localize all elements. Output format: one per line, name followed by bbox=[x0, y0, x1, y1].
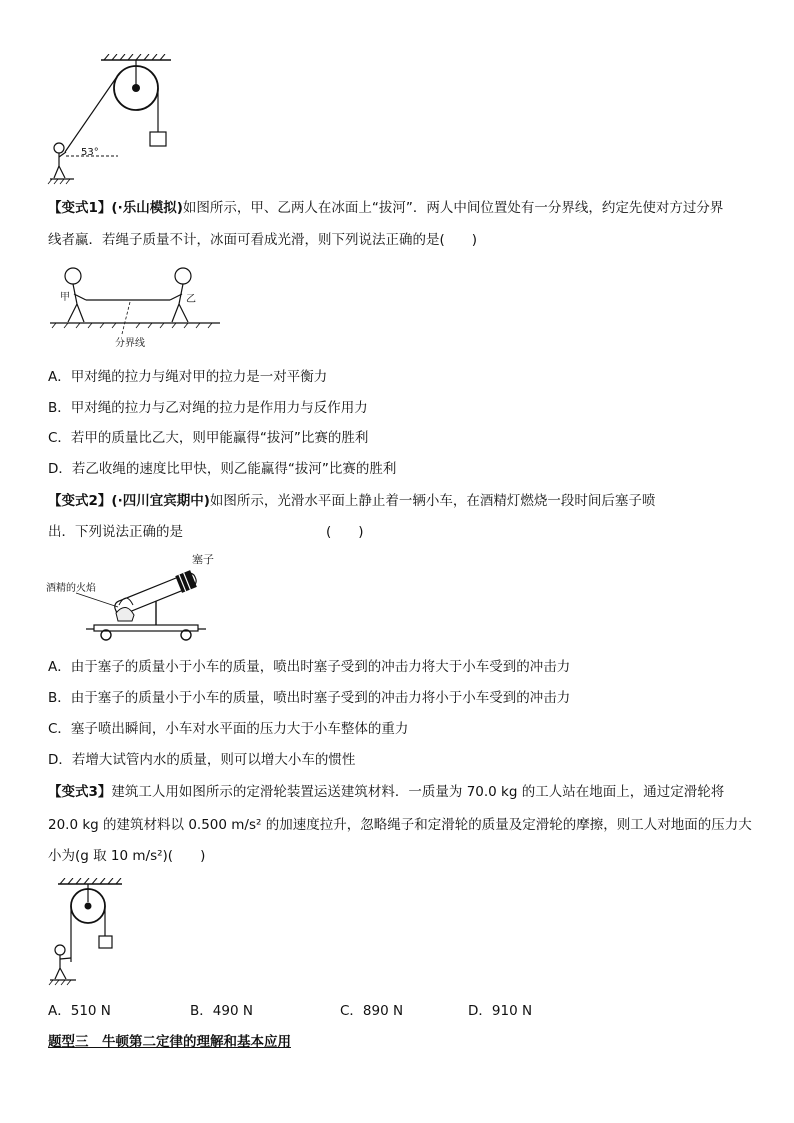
q3-line1 bbox=[48, 782, 724, 802]
label-flame: 酒精的火焰 bbox=[46, 583, 96, 594]
q1-line1 bbox=[48, 198, 723, 218]
q1-line2: 线者赢．若绳子质量不计，冰面可看成光滑，则下列说法正确的是( ) bbox=[48, 232, 478, 248]
q3-option-c: C．890 N bbox=[340, 1003, 404, 1019]
q1-source: (·乐山模拟) bbox=[111, 200, 183, 216]
q1-option-c: C．若甲的质量比乙大，则甲能赢得“拔河”比赛的胜利 bbox=[48, 430, 369, 446]
q3-line2: 20.0 kg 的建筑材料以 0.500 m/s² 的加速度拉升，忽略绳子和定滑轮的质量及定滑轮的摩擦，则工人对地面的压力大 bbox=[48, 817, 752, 833]
q2-source: (·四川宜宾期中) bbox=[111, 493, 210, 509]
figure-cart bbox=[46, 549, 226, 645]
angle-label: 53° bbox=[81, 147, 99, 158]
figure-pulley-angle bbox=[46, 54, 176, 186]
label-boundary: 分界线 bbox=[115, 338, 145, 349]
figure-tug-of-war bbox=[46, 264, 226, 350]
q2-paren: ( ) bbox=[326, 524, 364, 540]
label-yi: 乙 bbox=[186, 294, 196, 305]
q2-option-b: B．由于塞子的质量小于小车的质量，喷出时塞子受到的冲击力将小于小车受到的冲击力 bbox=[48, 690, 571, 706]
label-jia: 甲 bbox=[60, 292, 70, 303]
q2-tag: 【变式2】 bbox=[48, 493, 112, 509]
q3-tag: 【变式3】 bbox=[48, 784, 112, 800]
section-title: 题型三 牛顿第二定律的理解和基本应用 bbox=[48, 1034, 291, 1050]
q1-option-d: D．若乙收绳的速度比甲快，则乙能赢得“拔河”比赛的胜利 bbox=[48, 461, 397, 477]
q1-text1: 如图所示，甲、乙两人在冰面上“拔河”．两人中间位置处有一分界线，约定先使对方过分界 bbox=[182, 200, 724, 216]
q3-line3: 小为(g 取 10 m/s²)( ) bbox=[48, 848, 206, 864]
label-stopper: 塞子 bbox=[192, 553, 214, 566]
q1-option-a: A．甲对绳的拉力与绳对甲的拉力是一对平衡力 bbox=[48, 369, 328, 385]
q2-option-d: D．若增大试管内水的质量，则可以增大小车的惯性 bbox=[48, 752, 356, 768]
q1-tag: 【变式1】 bbox=[48, 200, 112, 216]
q1-option-b: B．甲对绳的拉力与乙对绳的拉力是作用力与反作用力 bbox=[48, 400, 368, 416]
q2-option-a: A．由于塞子的质量小于小车的质量，喷出时塞子受到的冲击力将大于小车受到的冲击力 bbox=[48, 659, 571, 675]
q2-line1 bbox=[48, 491, 655, 511]
figure-pulley-worker bbox=[46, 878, 126, 986]
q2-option-c: C．塞子喷出瞬间，小车对水平面的压力大于小车整体的重力 bbox=[48, 721, 409, 737]
q3-option-d: D．910 N bbox=[468, 1003, 533, 1019]
q3-text1: 建筑工人用如图所示的定滑轮装置运送建筑材料．一质量为 70.0 kg 的工人站在地面上，通过定滑轮将 bbox=[111, 784, 725, 800]
q2-line2: 出．下列说法正确的是 bbox=[48, 524, 183, 540]
q2-text1: 如图所示，光滑水平面上静止着一辆小车，在酒精灯燃烧一段时间后塞子喷 bbox=[209, 493, 656, 509]
q3-option-a: A．510 N bbox=[48, 1003, 111, 1019]
q3-option-b: B．490 N bbox=[190, 1003, 253, 1019]
